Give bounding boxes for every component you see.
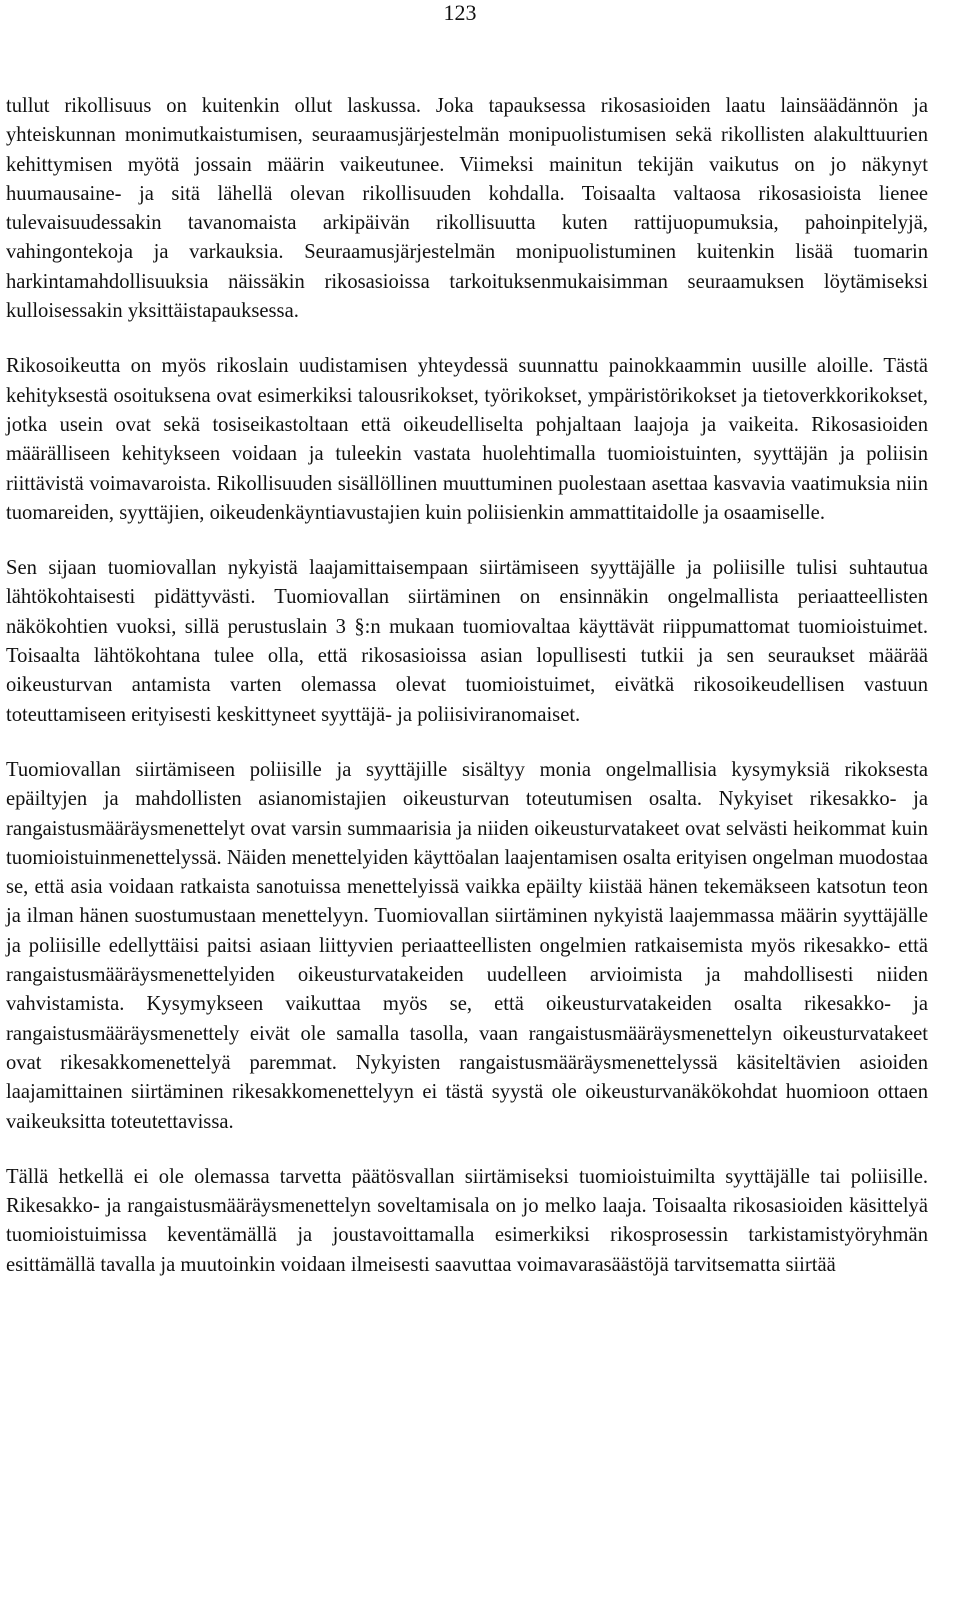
- paragraph-2: Rikosoikeutta on myös rikoslain uudistamisen yhteydessä suunnattu painokkaammin uusille aloille. Tästä kehityksestä osoituksena ovat esimerkiksi talousrikokset, työrikokset, ympäristörikokset ja tietoverkkorikokset, jotka usein ovat sekä tosiseikastoltaan että oikeudelliselta pohjaltaan laajoja ja vaikeita. Rikosasioiden määrälliseen kehitykseen voidaan ja tuleekin vastata huolehtimalla tuomioistuinten, syyttäjän ja poliisin riittävistä voimavaroista. Rikollisuuden sisällöllinen muuttuminen puolestaan asettaa kasvavia vaatimuksia niin tuomareiden, syyttäjien, oikeudenkäyntiavustajien kuin poliisienkin ammattitaidolle ja osaamiselle.: [6, 355, 928, 524]
- document-body: [6, 92, 928, 1306]
- paragraph-4: Tuomiovallan siirtämiseen poliisille ja syyttäjille sisältyy monia ongelmallisia kysymyksiä rikoksesta epäiltyjen ja mahdollisten asianomistajien oikeusturvan toteutumisen osalta. Nykyiset rikesakko- ja rangaistusmääräysmenettelyt ovat varsin summaarisia ja niiden oikeusturvatakeet ovat selvästi heikommat kuin tuomioistuinmenettelyssä. Näiden menettelyiden käyttöalan laajentamisen osalta erityisen ongelman muodostaa se, että asia voidaan ratkaista sanotuissa menettelyissä vaikka epäilty kiistää hänen tekemäkseen katsotun teon ja ilman hänen suostumustaan menettelyyn. Tuomiovallan siirtäminen nykyistä laajemmassa määrin syyttäjälle ja poliisille edellyttäisi paitsi asiaan liittyvien periaatteellisten ongelmien ratkaisemista myös rikesakko- että rangaistusmääräysmenettelyiden oikeusturvatakeiden uudelleen arvioimista ja mahdollisesti niiden vahvistamista. Kysymykseen vaikuttaa myös se, että oikeusturvatakeiden osalta rikesakko- ja rangaistusmääräysmenettely eivät ole samalla tasolla, vaan rangaistusmääräysmenettelyn oikeusturvatakeet ovat rikesakkomenettelyä paremmat. Nykyisten rangaistusmääräysmenettelyssä käsiteltävien asioiden laajamittainen siirtäminen rikesakkomenettelyyn ei tästä syystä ole oikeusturvanäkökohdat huomioon ottaen vaikeuksitta toteutettavissa.: [6, 758, 928, 1133]
- paragraph-5: Tällä hetkellä ei ole olemassa tarvetta päätösvallan siirtämiseksi tuomioistuimilta syyttäjälle tai poliisille. Rikesakko- ja rangaistusmääräysmenettelyn soveltamisala on jo melko laaja. Toisaalta rikosasioiden käsittelyä tuomioistuimissa keventämällä ja joustavoittamalla esimerkiksi rikosprosessin tarkistamistyöryhmän esittämällä tavalla ja muutoinkin voidaan ilmeisesti saavuttaa voimavarasäästöjä tarvitsematta siirtää: [6, 1165, 928, 1276]
- paragraph-1: tullut rikollisuus on kuitenkin ollut laskussa. Joka tapauksessa rikosasioiden laatu lainsäädännön ja yhteiskunnan monimutkaistumisen, seuraamusjärjestelmän monipuolistumisen sekä rikollisten alakulttuurien kehittymisen myötä jossain määrin vaikeutunee. Viimeksi mainitun tekijän vaikutus on jo näkynyt huumausaine- ja sitä lähellä olevan rikollisuuden kohdalla. Toisaalta valtaosa rikosasioista lienee tulevaisuudessakin tavanomaista arkipäivän rikollisuutta kuten rattijuopumuksia, pahoinpitelyjä, vahingontekoja ja varkauksia. Seuraamusjärjestelmän monipuolistuminen kuitenkin lisää tuomarin harkintamahdollisuuksia näissäkin rikosasioissa tarkoituksenmukaisimman seuraamuksen löytämiseksi kulloisessakin yksittäistapauksessa.: [6, 95, 928, 323]
- paragraph-3: Sen sijaan tuomiovallan nykyistä laajamittaisempaan siirtämiseen syyttäjälle ja poliisille tulisi suhtautua lähtökohtaisesti pidättyvästi. Tuomiovallan siirtäminen on ensinnäkin ongelmallista periaatteellisten näkökohtien vuoksi, sillä perustuslain 3 §:n mukaan tuomiovaltaa käyttävät riippumattomat tuomioistuimet. Toisaalta lähtökohtana tulee olla, että rikosasioissa asian lopullisesti tutkii ja sen seuraukset määrää oikeusturvan antamista varten olemassa olevat tuomioistuimet, eivätkä rikosoikeudellisen vastuun toteuttamiseen erityisesti keskittyneet syyttäjä- ja poliisiviranomaiset.: [6, 557, 928, 726]
- page-number: 123: [443, 0, 477, 25]
